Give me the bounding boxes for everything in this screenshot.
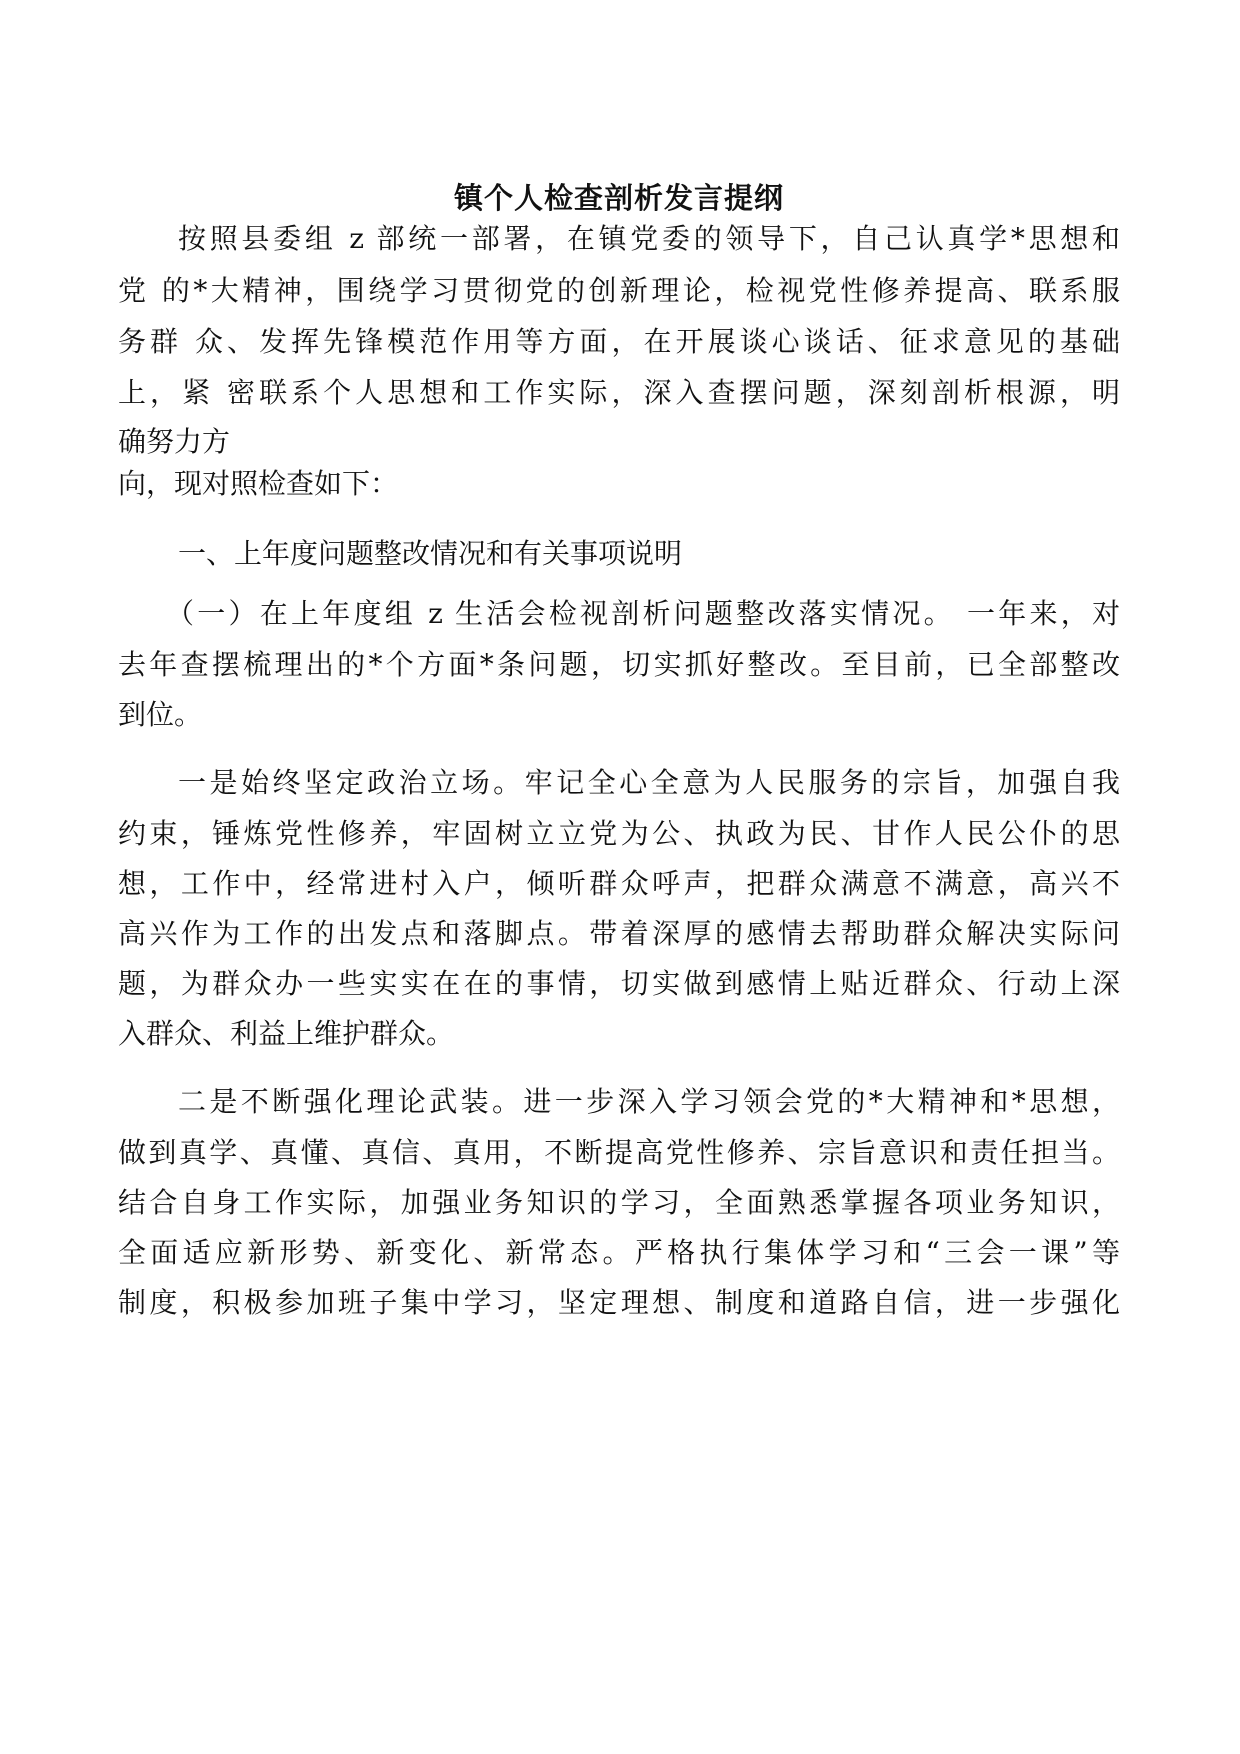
paragraph-line: 结合自身工作实际，加强业务知识的学习，全面熟悉掌握各项业务知识， [118,1186,1120,1219]
paragraph-line: 党 的*大精神，围绕学习贯彻党的创新理论，检视党性修养提高、联系服 [118,274,1120,307]
document-page [118,0,1120,1754]
paragraph-line: 向，现对照检查如下： [118,467,399,500]
paragraph-line: 入群众、利益上维护群众。 [118,1017,455,1050]
paragraph-line: 确努力方 [118,425,231,458]
paragraph-line: 高兴作为工作的出发点和落脚点。带着深厚的感情去帮助群众解决实际问 [118,917,1120,950]
subsection-heading: （一）在上年度组 z 生活会检视剖析问题整改落实情况。 一年来，对 [166,597,1120,630]
paragraph-line: 做到真学、真懂、真信、真用，不断提高党性修养、宗旨意识和责任担当。 [118,1136,1120,1169]
paragraph-line: 务群 众、发挥先锋模范作用等方面，在开展谈心谈话、征求意见的基础 [118,325,1120,358]
paragraph-line: 上，紧 密联系个人思想和工作实际，深入查摆问题，深刻剖析根源，明 [118,376,1120,409]
paragraph-line: 题，为群众办一些实实在在的事情，切实做到感情上贴近群众、行动上深 [118,967,1120,1000]
document-title: 镇个人检查剖析发言提纲 [453,181,784,215]
section-heading: 一、上年度问题整改情况和有关事项说明 [178,537,683,570]
paragraph-line: 全面适应新形势、新变化、新常态。严格执行集体学习和“三会一课”等 [118,1236,1120,1269]
paragraph-line: 二是不断强化理论武装。进一步深入学习领会党的*大精神和*思想， [178,1085,1120,1118]
paragraph-line: 按照县委组 z 部统一部署，在镇党委的领导下，自己认真学*思想和 [178,222,1120,255]
paragraph-line: 制度，积极参加班子集中学习，坚定理想、制度和道路自信，进一步强化 [118,1286,1120,1319]
paragraph-line: 去年查摆梳理出的*个方面*条问题，切实抓好整改。至目前，已全部整改 [118,648,1120,681]
paragraph-line: 约束，锤炼党性修养，牢固树立立党为公、执政为民、甘作人民公仆的思 [118,817,1120,850]
paragraph-line: 到位。 [118,698,203,731]
paragraph-line: 一是始终坚定政治立场。牢记全心全意为人民服务的宗旨，加强自我 [178,766,1120,799]
paragraph-line: 想，工作中，经常进村入户，倾听群众呼声，把群众满意不满意，高兴不 [118,867,1120,900]
